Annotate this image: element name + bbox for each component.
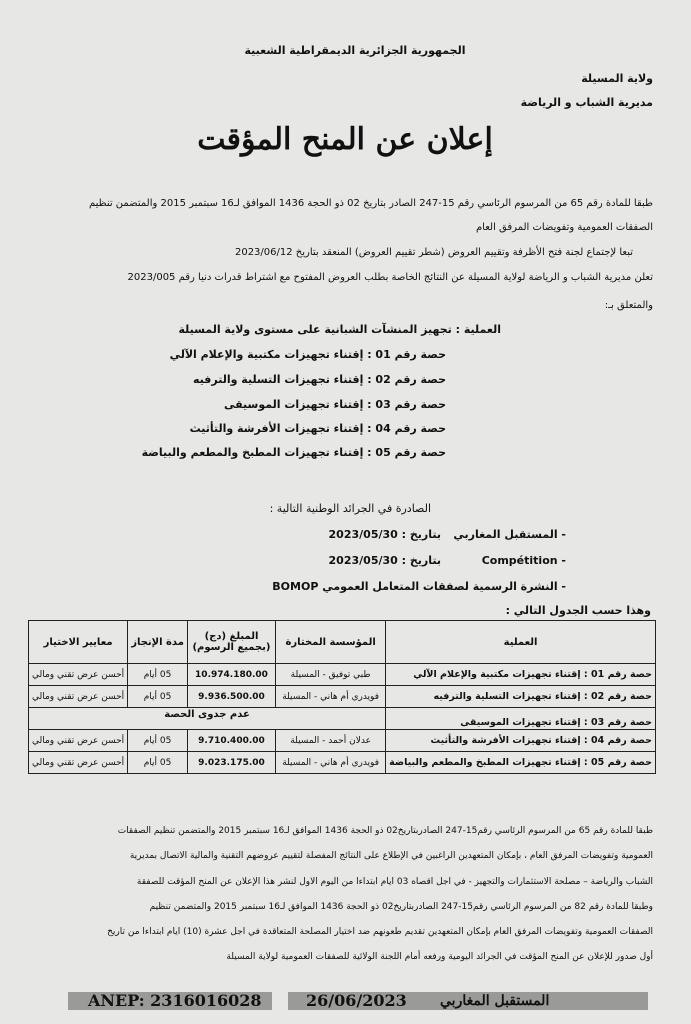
lot-5: حصة رقم 05 : إقتناء تجهيزات المطبخ والمطعم والبياضة — [141, 446, 446, 459]
closing-line-4: وطبقا للمادة رقم 82 من المرسوم الرئاسي رقم15-247 الصادربتاريخ02 ذو الحجة 1436 الموافق لـ16 سبتمبر 2015 والمتضمن تنظيم — [149, 902, 653, 912]
lot-4: حصة رقم 04 : إقتناء تجهيزات الأفرشة والتأثيث — [189, 422, 446, 435]
intro-line-5: والمتعلق بـ: — [604, 300, 653, 311]
closing-line-2: العمومية وتفويضات المرفق العام ، بإمكان المتعهدين الراغبين في الإطلاع على النتائج المفصلة لتقييم عروضهم التقنية والمالية الاتصال بمديرية — [129, 851, 653, 861]
anep-reference: ANEP: 2316016028 — [88, 991, 262, 1010]
th-criteria: معايير الاختيار — [29, 621, 128, 664]
intro-line-3: تبعا لإجتماع لجنة فتح الأظرفة وتقييم العروض (شطر تقييم العروض) المنعقد بتاريخ 2023/06/12 — [234, 247, 633, 258]
closing-line-6: أول صدور للإعلان عن المنح المؤقت في الجرائد اليومية ورفعه أمام اللجنة الولائية للصفقات العمومية لولاية المسيلة — [226, 952, 653, 962]
intro-line-1: طبقا للمادة رقم 65 من المرسوم الرئاسي رقم 15-247 الصادر بتاريخ 02 ذو الحجة 1436 الموافق لـ16 سبتمبر 2015 والمتضمن تنظيم — [88, 198, 653, 209]
th-duration: مدة الإنجاز — [128, 621, 188, 664]
row-2-company: فويدري أم هاني - المسيلة — [276, 686, 386, 708]
table-row — [29, 752, 656, 774]
row-3-unsuccessful: عدم جدوى الحصة — [29, 708, 386, 730]
publications-heading: الصادرة في الجرائد الوطنية التالية : — [269, 502, 431, 515]
table-row — [29, 730, 656, 752]
row-1-company: طبي توفيق - المسيلة — [276, 664, 386, 686]
row-2-operation: حصة رقم 02 : إقتناء تجهيزات التسلية والترفيه — [386, 686, 656, 708]
closing-line-1: طبقا للمادة رقم 65 من المرسوم الرئاسي رقم15-247 الصادربتاريخ02 ذو الحجة 1436 الموافق لـ16 سبتمبر 2015 والمتضمن تنظيم الصفقات — [117, 826, 653, 836]
publication-2: - Compétition — [481, 554, 566, 567]
row-1-amount: 10.974.180.00 — [187, 664, 275, 686]
th-amount — [187, 621, 275, 664]
row-5-company: فويدري أم هاني - المسيلة — [276, 752, 386, 774]
table-row — [29, 664, 656, 686]
row-2-duration: 05 أيام — [128, 686, 188, 708]
th-amount-line1: المبلغ (دج) — [204, 631, 259, 642]
table-row — [29, 708, 656, 730]
publication-1-date: بتاريخ : 2023/05/30 — [328, 528, 441, 541]
row-2-criteria: أحسن عرض تقني ومالي — [29, 686, 128, 708]
publication-3: - النشرة الرسمية لصفقات المتعامل العمومي BOMOP — [272, 580, 566, 593]
table-intro: وهذا حسب الجدول التالي : — [505, 604, 651, 617]
row-1-duration: 05 أيام — [128, 664, 188, 686]
row-3-operation: حصة رقم 03 : إقتناء تجهيزات الموسيقى — [386, 708, 656, 730]
intro-line-4: تعلن مديرية الشباب و الرياضة لولاية المسيلة عن النتائج الخاصة بطلب العروض المفتوح مع اشتراط قدرات دنيا رقم 2023/005 — [127, 272, 653, 283]
footer-date: 26/06/2023 — [306, 991, 407, 1010]
row-4-operation: حصة رقم 04 : إقتناء تجهيزات الأفرشة والتأثيث — [386, 730, 656, 752]
row-4-duration: 05 أيام — [128, 730, 188, 752]
footer-newspaper: المستقبل المغاربي — [440, 993, 550, 1009]
row-2-amount: 9.936.500.00 — [187, 686, 275, 708]
closing-line-3: الشباب والرياضة – مصلحة الاستثمارات والتجهيز - في اجل أقصاه 03 أيام ابتداءا من اليوم الأول لنشر هذا الإعلان عن المنح المؤقت للصفقة — [136, 877, 653, 887]
publication-2-date: بتاريخ : 2023/05/30 — [328, 554, 441, 567]
table-header-row — [29, 621, 656, 664]
row-5-criteria: أحسن عرض تقني ومالي — [29, 752, 128, 774]
row-4-company: عدلان أحمد - المسيلة — [276, 730, 386, 752]
lot-2: حصة رقم 02 : إقتناء تجهيزات التسلية والترفيه — [193, 373, 446, 386]
th-operation: العملية — [386, 621, 656, 664]
row-5-duration: 05 أيام — [128, 752, 188, 774]
row-4-criteria: أحسن عرض تقني ومالي — [29, 730, 128, 752]
republic-header: الجمهورية الجزائرية الديمقراطية الشعبية — [244, 44, 466, 57]
lot-1: حصة رقم 01 : إقتناء تجهيزات مكتبية والإعلام الآلي — [169, 348, 446, 361]
closing-line-5: الصفقات العمومية وتفويضات المرفق العام بإمكان المتعهدين تقديم طعونهم ضد اختيار المصلحة المتعاقدة في أجل عشرة (10) أيام ابتداءا من تاريخ — [107, 927, 653, 937]
results-table — [28, 620, 656, 774]
row-1-criteria: أحسن عرض تقني ومالي — [29, 664, 128, 686]
page-title: إعلان عن المنح المؤقت — [197, 122, 493, 157]
publication-1: - المستقبل المغاربي — [453, 528, 566, 541]
row-5-operation: حصة رقم 05 : إقتناء تجهيزات المطبخ والمطعم والبياضة — [386, 752, 656, 774]
operation-label: العملية : تجهيز المنشآت الشبانية على مستوى ولاية المسيلة — [178, 323, 501, 336]
table-row — [29, 686, 656, 708]
th-company: المؤسسة المختارة — [276, 621, 386, 664]
directorate-label: مديرية الشباب و الرياضة — [520, 96, 653, 109]
row-5-amount: 9.023.175.00 — [187, 752, 275, 774]
row-1-operation: حصة رقم 01 : إقتناء تجهيزات مكتبية والإعلام الآلي — [386, 664, 656, 686]
wilaya-label: ولاية المسيلة — [581, 72, 653, 85]
row-4-amount: 9.710.400.00 — [187, 730, 275, 752]
th-amount-line2: (بجميع الرسوم) — [192, 642, 271, 653]
intro-line-2: الصفقات العمومية وتفويضات المرفق العام — [475, 222, 653, 233]
lot-3: حصة رقم 03 : إقتناء تجهيزات الموسيقى — [223, 398, 446, 411]
